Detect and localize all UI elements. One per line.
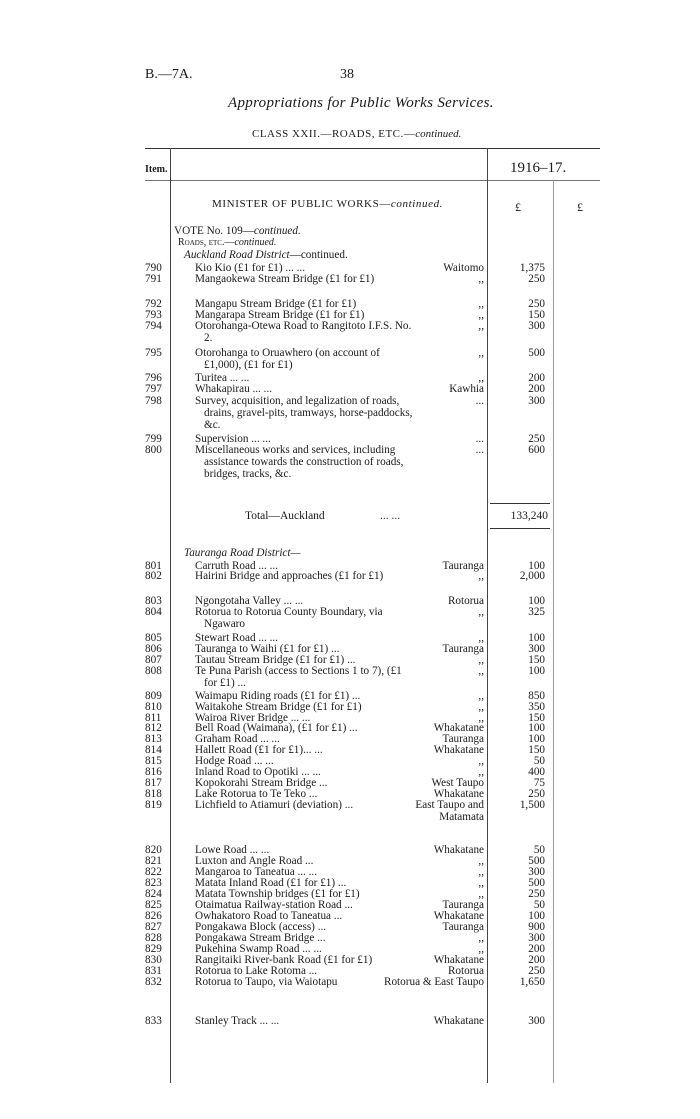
district-location: Rotorua [447,965,484,977]
amount-column-right-rule [553,180,554,1083]
item-number: 826 [145,910,162,922]
district-location: Tauranga [442,643,484,655]
item-column-header: Item. [145,164,168,175]
district-location: ,, [478,372,484,384]
item-description: Bell Road (Waimana), (£1 for £1) ... [195,722,358,734]
item-description: Hairini Bridge and approaches (£1 for £1) [195,570,384,582]
total-label: Total—Auckland [245,510,325,522]
item-number: 800 [145,444,162,456]
appropriation-amount: 250 [528,888,545,900]
item-number: 825 [145,899,162,911]
item-number: 791 [145,273,162,285]
district-location: Waitomo [443,262,484,274]
item-description: Mangapu Stream Bridge (£1 for £1) [195,298,357,310]
item-description: Carruth Road ... ... [195,560,278,572]
district-location: ,, [478,877,484,889]
ministry-heading-continued: continued. [390,198,444,210]
item-number: 818 [145,788,162,800]
item-description: Tautau Stream Bridge (£1 for £1) ... [195,654,356,666]
item-number: 809 [145,690,162,702]
item-number: 802 [145,570,162,582]
district-location: East Taupo and Matamata [415,799,484,823]
table-top-rule [145,148,600,149]
appropriation-amount: 50 [533,899,545,911]
total-amount: 133,240 [510,510,548,522]
appropriation-amount: 100 [528,632,545,644]
class-heading-text: CLASS XXII.—ROADS, ETC.— [252,128,416,140]
district-location: Whakatane [433,722,484,734]
appropriation-amount: 400 [528,766,545,778]
item-number: 824 [145,888,162,900]
district-location: ,, [478,570,484,582]
item-description: Mangarapa Stream Bridge (£1 for £1) [195,309,365,321]
item-number: 830 [145,954,162,966]
item-number: 808 [145,665,162,677]
district-location: ,, [478,320,484,332]
district-location: ,, [478,755,484,767]
item-description: Whakapirau ... ... [195,383,273,395]
district-location: ,, [478,701,484,713]
district-location: ,, [478,273,484,285]
district-location: Kawhia [449,383,484,395]
item-description: Inland Road to Opotiki ... ... [195,766,321,778]
vote-heading-continued: continued. [253,225,301,237]
item-number: 799 [145,433,162,445]
item-description: Waitakohe Stream Bridge (£1 for £1) [195,701,362,713]
district-location: Tauranga [442,899,484,911]
item-number: 792 [145,298,162,310]
item-number: 821 [145,855,162,867]
appropriation-amount: 500 [528,877,545,889]
item-number: 804 [145,606,162,618]
item-description: Pukehina Swamp Road ... ... [195,943,322,955]
item-number: 815 [145,755,162,767]
appropriation-amount: 50 [533,755,545,767]
item-description: Lake Rotorua to Te Teko ... [195,788,318,800]
item-number: 820 [145,844,162,856]
item-number: 814 [145,744,162,756]
district-location: West Taupo [431,777,484,789]
district-location: ,, [478,309,484,321]
item-description: Pongakawa Block (access) ... [195,921,327,933]
district-location: ,, [478,866,484,878]
item-description: Ngongotaha Valley ... ... [195,595,304,607]
appropriation-amount: 200 [528,954,545,966]
appropriation-amount: 250 [528,433,545,445]
appropriation-amount: 100 [528,665,545,677]
appropriation-amount: 600 [528,444,545,456]
appropriation-amount: 100 [528,560,545,572]
item-description: Stanley Track ... ... [195,1015,280,1027]
item-number: 797 [145,383,162,395]
class-heading-continued: continued. [415,128,462,140]
ministry-heading-text: MINISTER OF PUBLIC WORKS— [212,198,391,210]
item-description: Matata Township bridges (£1 for £1) [195,888,360,900]
appropriation-amount: 300 [528,1015,545,1027]
district-location: Tauranga [442,560,484,572]
item-number: 806 [145,643,162,655]
item-number: 793 [145,309,162,321]
district-location: ,, [478,943,484,955]
vote-heading [174,225,301,237]
item-description: Hallett Road (£1 for £1)... ... [195,744,323,756]
appropriation-amount: 100 [528,910,545,922]
item-description: Tauranga to Waihi (£1 for £1) ... [195,643,340,655]
appropriation-amount: 150 [528,712,545,724]
district-location: Whakatane [433,788,484,800]
item-description: Stewart Road ... ... [195,632,278,644]
appropriation-amount: 50 [533,844,545,856]
item-description: Miscellaneous works and services, including assistance towards the construction of roads, bridges, tracks, &c. [195,444,404,480]
item-number: 823 [145,877,162,889]
district-heading-tauranga: Tauranga Road District— [184,547,301,559]
district-location: Whakatane [433,1015,484,1027]
report-reference: B.—7A. [145,67,193,82]
district-location: ,, [478,855,484,867]
appropriation-amount: 900 [528,921,545,933]
appropriation-amount: 250 [528,788,545,800]
item-number: 828 [145,932,162,944]
item-description: Supervision ... ... [195,433,271,445]
district-location: Tauranga [442,733,484,745]
item-description: Wairoa River Bridge ... ... [195,712,311,724]
appropriation-amount: 1,500 [519,799,545,811]
item-description: Survey, acquisition, and legalization of roads, drains, gravel-pits, tramways, horse-paddocks, &c. [195,395,413,431]
item-description: Kopokorahi Stream Bridge ... [195,777,328,789]
item-number: 811 [145,712,162,724]
appropriation-amount: 300 [528,932,545,944]
page-title: Appropriations for Public Works Services. [228,95,494,111]
item-description: Turitea ... ... [195,372,250,384]
class-heading [252,128,461,140]
item-description: Rotorua to Rotorua County Boundary, via Ngawaro [195,606,383,630]
district-auckland-continued: —continued. [289,249,348,261]
appropriation-amount: 100 [528,595,545,607]
item-description: Mangaokewa Stream Bridge (£1 for £1) [195,273,375,285]
district-location: ... [475,433,484,445]
item-number: 807 [145,654,162,666]
item-description: Rotorua to Lake Rotoma ... [195,965,318,977]
item-description: Rotorua to Taupo, via Waiotapu [195,976,338,988]
district-location: ,, [478,654,484,666]
district-auckland-name: Auckland Road District [184,249,290,261]
district-location: Tauranga [442,921,484,933]
appropriation-amount: 150 [528,654,545,666]
item-number: 832 [145,976,162,988]
appropriation-amount: 75 [533,777,545,789]
appropriation-amount: 100 [528,733,545,745]
appropriation-amount: 300 [528,643,545,655]
item-description: Te Puna Parish (access to Sections 1 to 7), (£1 for £1) ... [195,665,402,689]
appropriation-amount: 250 [528,273,545,285]
appropriation-amount: 150 [528,744,545,756]
appropriation-amount: 500 [528,855,545,867]
district-location: Whakatane [433,744,484,756]
item-number: 819 [145,799,162,811]
item-description: Luxton and Angle Road ... [195,855,314,867]
district-location: Whakatane [433,954,484,966]
item-description: Matata Inland Road (£1 for £1) ... [195,877,347,889]
district-heading-auckland [184,249,348,261]
item-description: Lichfield to Atiamuri (deviation) ... [195,799,354,811]
item-number: 803 [145,595,162,607]
item-number: 827 [145,921,162,933]
total-bottom-rule [490,528,550,529]
appropriation-amount: 1,375 [519,262,545,274]
district-location: ,, [478,888,484,900]
appropriation-amount: 300 [528,320,545,332]
item-number: 813 [145,733,162,745]
item-number: 798 [145,395,162,407]
appropriation-amount: 200 [528,943,545,955]
appropriation-amount: 100 [528,722,545,734]
item-number: 829 [145,943,162,955]
item-description: Otorohanga-Otewa Road to Rangitoto I.F.S. No. 2. [195,320,412,344]
roads-heading [178,237,276,249]
appropriation-amount: 150 [528,309,545,321]
item-number: 810 [145,701,162,713]
header-bottom-rule [145,180,600,181]
pound-sign-1: £ [515,200,521,214]
appropriation-amount: 1,650 [519,976,545,988]
item-number: 796 [145,372,162,384]
district-location: ,, [478,632,484,644]
item-number: 822 [145,866,162,878]
item-number: 794 [145,320,162,332]
district-location: ,, [478,298,484,310]
appropriation-amount: 300 [528,395,545,407]
appropriation-amount: 850 [528,690,545,702]
appropriation-amount: 300 [528,866,545,878]
item-description: Waimapu Riding roads (£1 for £1) ... [195,690,361,702]
appropriation-amount: 250 [528,298,545,310]
appropriation-amount: 200 [528,383,545,395]
district-location: Whakatane [433,844,484,856]
item-number: 795 [145,347,162,359]
appropriation-amount: 325 [528,606,545,618]
year-column-header: 1916–17. [510,160,567,176]
district-location: ,, [478,712,484,724]
district-location: ,, [478,665,484,677]
item-number: 831 [145,965,162,977]
item-description: Rangitaiki River-bank Road (£1 for £1) [195,954,373,966]
item-description: Graham Road ... ... [195,733,280,745]
district-location: ,, [478,932,484,944]
district-location: ,, [478,690,484,702]
pound-sign-2: £ [577,200,583,214]
ministry-heading [212,198,443,210]
district-location: ,, [478,766,484,778]
vote-heading-text: VOTE No. 109— [174,225,254,237]
roads-heading-text: Roads, etc.— [178,237,235,248]
district-location: Rotorua [447,595,484,607]
item-number: 812 [145,722,162,734]
item-description: Otaimatua Railway-station Road ... [195,899,353,911]
roads-heading-continued: continued. [234,237,277,248]
appropriation-amount: 2,000 [519,570,545,582]
item-description: Otorohanga to Oruawhero (on account of £1,000), (£1 for £1) [195,347,380,371]
appropriation-amount: 350 [528,701,545,713]
appropriation-amount: 250 [528,965,545,977]
district-location: Whakatane [433,910,484,922]
district-location: ... [475,395,484,407]
appropriation-amount: 500 [528,347,545,359]
district-location: ... [475,444,484,456]
item-description: Pongakawa Stream Bridge ... [195,932,326,944]
appropriation-amount: 200 [528,372,545,384]
page-number: 38 [340,67,354,82]
district-location: ,, [478,347,484,359]
item-number: 801 [145,560,162,572]
item-description: Lowe Road ... ... [195,844,270,856]
total-top-rule [490,503,550,504]
district-location: ,, [478,606,484,618]
item-number: 833 [145,1015,162,1027]
item-number: 817 [145,777,162,789]
item-number: 816 [145,766,162,778]
item-description: Mangaroa to Taneatua ... ... [195,866,318,878]
item-description: Hodge Road ... ... [195,755,274,767]
item-description: Owhakatoro Road to Taneatua ... [195,910,343,922]
item-number: 790 [145,262,162,274]
item-number: 805 [145,632,162,644]
item-description: Kio Kio (£1 for £1) ... ... [195,262,305,274]
total-leader-dots: ... ... [380,510,401,522]
district-location: Rotorua & East Taupo [384,976,484,988]
